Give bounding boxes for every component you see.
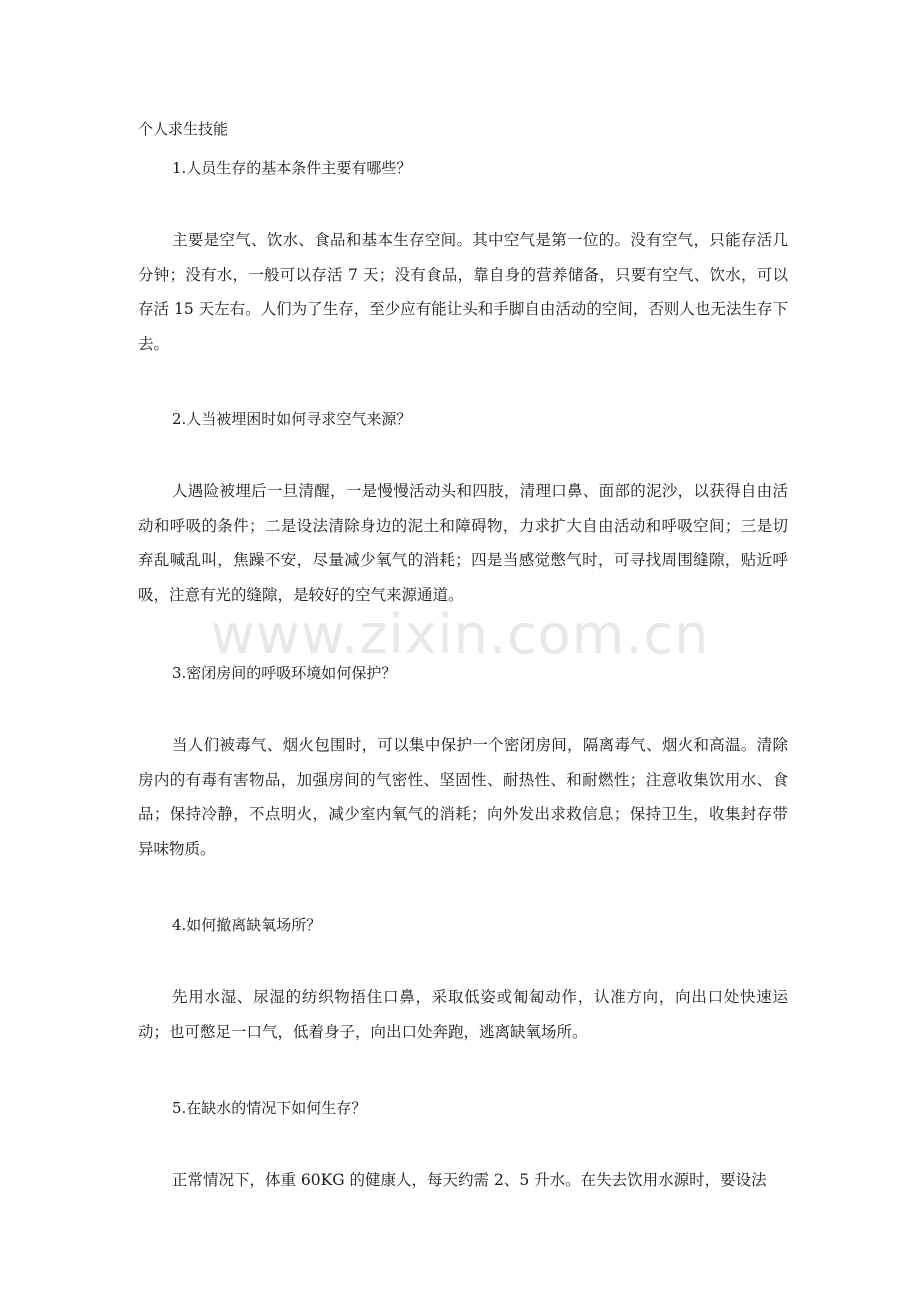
section-2-heading: 2.人当被埋困时如何寻求空气来源？ [172,410,412,428]
section-5-heading: 5.在缺水的情况下如何生存？ [172,1099,367,1117]
section-5-body: 正常情况下，体重 60KG 的健康人，每天约需 2、5 升水。在失去饮用水源时，要设法 [172,1171,767,1189]
section-3-body: 当人们被毒气、烟火包围时，可以集中保护一个密闭房间，隔离毒气、烟火和高温。清除房内的有毒有害物品，加强房间的气密性、坚固性、耐热性、和耐燃性；注意收集饮用水、食品；保持冷静，不点明火，减少室内氧气的消耗；向外发出求救信息；保持卫生，收集封存带异味物质。 [138,736,788,858]
section-1-body: 主要是空气、饮水、食品和基本生存空间。其中空气是第一位的。没有空气，只能存活几分钟；没有水，一般可以存活 7 天；没有食品，靠自身的营养储备，只要有空气、饮水，可以存活 15 天左右。人们为了生存，至少应有能让头和手脚自由活动的空间，否则人也无法生存下去。 [138,231,788,353]
section-4-body: 先用水湿、尿湿的纺织物捂住口鼻，采取低姿或匍匐动作，认准方向，向出口处快速运动；也可憋足一口气，低着身子，向出口处奔跑，逃离缺氧场所。 [138,988,788,1041]
section-1-heading: 1.人员生存的基本条件主要有哪些？ [172,159,412,177]
section-3-heading: 3.密闭房间的呼吸环境如何保护？ [172,664,397,682]
document-title: 个人求生技能 [138,120,229,138]
watermark: www.zixin.com.cn [210,603,710,666]
section-4-heading: 4.如何撤离缺氧场所？ [172,916,322,934]
section-2-body: 人遇险被埋后一旦清醒，一是慢慢活动头和四肢，清理口鼻、面部的泥沙，以获得自由活动和呼吸的条件；二是设法清除身边的泥土和障碍物，力求扩大自由活动和呼吸空间；三是切弃乱喊乱叫，焦躁不安，尽量减少氧气的消耗；四是当感觉憋气时，可寻找周围缝隙，贴近呼吸，注意有光的缝隙，是较好的空气来源通道。 [138,482,788,604]
